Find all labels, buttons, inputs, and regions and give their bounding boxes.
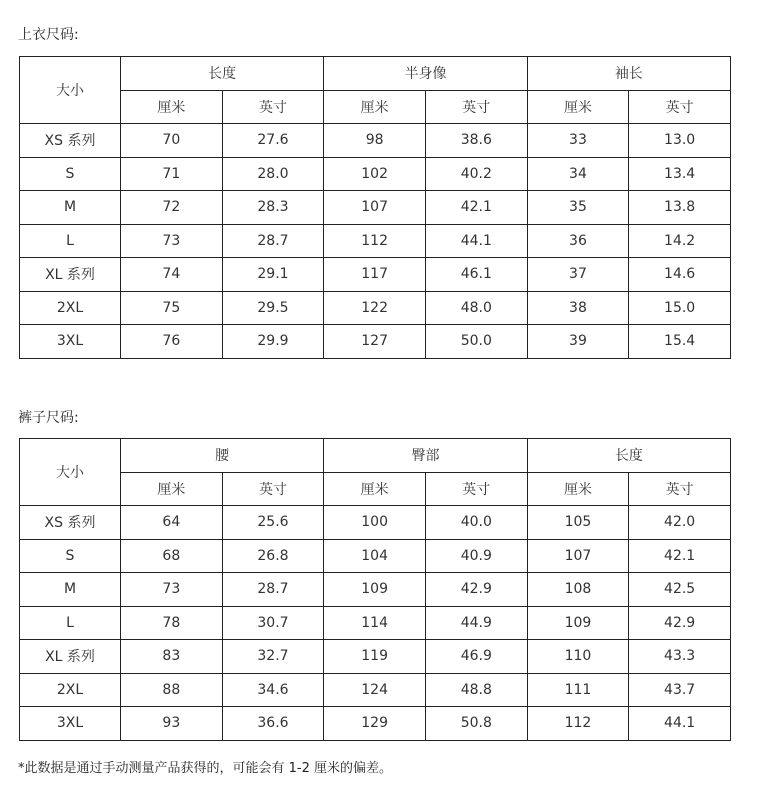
- table-cell: 107: [324, 191, 426, 225]
- table-group-header-row: [20, 57, 731, 91]
- table-cell: 40.9: [425, 539, 527, 573]
- table-cell: 43.7: [629, 673, 731, 707]
- table-cell: 40.2: [425, 157, 527, 191]
- table-cell: 42.9: [425, 573, 527, 607]
- table-cell: 33: [527, 124, 629, 158]
- table-cell: 122: [324, 291, 426, 325]
- size-label-cell: XS 系列: [20, 506, 121, 540]
- unit-header: 厘米: [121, 90, 223, 124]
- table-cell: 28.7: [222, 224, 324, 258]
- table-cell: 112: [324, 224, 426, 258]
- unit-header: 英寸: [222, 472, 324, 506]
- table-cell: 37: [527, 258, 629, 292]
- unit-header: 英寸: [629, 472, 731, 506]
- table-cell: 42.9: [629, 606, 731, 640]
- table-cell: 34.6: [222, 673, 324, 707]
- table-cell: 43.3: [629, 640, 731, 674]
- table-cell: 29.1: [222, 258, 324, 292]
- pants-size-table-body: [20, 506, 731, 741]
- unit-header: 英寸: [425, 90, 527, 124]
- size-label-cell: 3XL: [20, 707, 121, 741]
- table-cell: 28.3: [222, 191, 324, 225]
- table-cell: 112: [527, 707, 629, 741]
- table-cell: 73: [121, 224, 223, 258]
- group-header-bust: 半身像: [324, 57, 527, 91]
- unit-header: 英寸: [222, 90, 324, 124]
- pants-size-title: 裤子尺码:: [18, 410, 79, 426]
- size-column-header: 大小: [20, 57, 121, 124]
- table-cell: 105: [527, 506, 629, 540]
- table-cell: 75: [121, 291, 223, 325]
- table-cell: 42.1: [425, 191, 527, 225]
- table-cell: 127: [324, 325, 426, 359]
- table-cell: 68: [121, 539, 223, 573]
- table-cell: 14.2: [629, 224, 731, 258]
- table-cell: 32.7: [222, 640, 324, 674]
- unit-header: 厘米: [527, 472, 629, 506]
- table-cell: 46.1: [425, 258, 527, 292]
- table-cell: 110: [527, 640, 629, 674]
- table-cell: 64: [121, 506, 223, 540]
- group-header-length: 长度: [527, 439, 730, 473]
- table-cell: 48.0: [425, 291, 527, 325]
- table-cell: 26.8: [222, 539, 324, 573]
- table-cell: 44.9: [425, 606, 527, 640]
- table-cell: 50.8: [425, 707, 527, 741]
- table-cell: 15.0: [629, 291, 731, 325]
- table-cell: 111: [527, 673, 629, 707]
- table-row: [20, 640, 731, 674]
- unit-header: 英寸: [425, 472, 527, 506]
- table-cell: 15.4: [629, 325, 731, 359]
- unit-header: 厘米: [324, 472, 426, 506]
- table-cell: 44.1: [425, 224, 527, 258]
- table-cell: 83: [121, 640, 223, 674]
- table-cell: 71: [121, 157, 223, 191]
- unit-header: 厘米: [121, 472, 223, 506]
- table-unit-header-row: [20, 472, 731, 506]
- table-cell: 124: [324, 673, 426, 707]
- table-cell: 88: [121, 673, 223, 707]
- table-cell: 13.0: [629, 124, 731, 158]
- group-header-hip: 臀部: [324, 439, 527, 473]
- table-cell: 29.5: [222, 291, 324, 325]
- table-cell: 14.6: [629, 258, 731, 292]
- size-label-cell: M: [20, 573, 121, 607]
- size-label-cell: 2XL: [20, 673, 121, 707]
- group-header-sleeve: 袖长: [527, 57, 730, 91]
- table-cell: 30.7: [222, 606, 324, 640]
- table-cell: 36: [527, 224, 629, 258]
- table-row: [20, 191, 731, 225]
- table-group-header-row: [20, 439, 731, 473]
- table-cell: 74: [121, 258, 223, 292]
- table-row: [20, 325, 731, 359]
- table-cell: 35: [527, 191, 629, 225]
- table-cell: 25.6: [222, 506, 324, 540]
- table-cell: 40.0: [425, 506, 527, 540]
- table-cell: 107: [527, 539, 629, 573]
- table-cell: 119: [324, 640, 426, 674]
- table-cell: 114: [324, 606, 426, 640]
- table-cell: 70: [121, 124, 223, 158]
- table-cell: 28.7: [222, 573, 324, 607]
- size-label-cell: S: [20, 539, 121, 573]
- table-cell: 44.1: [629, 707, 731, 741]
- size-label-cell: XL 系列: [20, 640, 121, 674]
- table-cell: 50.0: [425, 325, 527, 359]
- table-cell: 13.8: [629, 191, 731, 225]
- table-cell: 42.0: [629, 506, 731, 540]
- table-cell: 72: [121, 191, 223, 225]
- table-cell: 34: [527, 157, 629, 191]
- top-size-title: 上衣尺码:: [18, 27, 79, 43]
- table-row: [20, 291, 731, 325]
- table-cell: 117: [324, 258, 426, 292]
- unit-header: 英寸: [629, 90, 731, 124]
- table-row: [20, 606, 731, 640]
- unit-header: 厘米: [324, 90, 426, 124]
- size-label-cell: L: [20, 606, 121, 640]
- table-cell: 29.9: [222, 325, 324, 359]
- table-cell: 28.0: [222, 157, 324, 191]
- table-row: [20, 124, 731, 158]
- table-cell: 76: [121, 325, 223, 359]
- table-cell: 104: [324, 539, 426, 573]
- table-cell: 93: [121, 707, 223, 741]
- measurement-note: *此数据是通过手动测量产品获得的，可能会有 1-2 厘米的偏差。: [18, 761, 392, 776]
- size-column-header: 大小: [20, 439, 121, 506]
- size-label-cell: M: [20, 191, 121, 225]
- table-cell: 109: [527, 606, 629, 640]
- table-cell: 98: [324, 124, 426, 158]
- table-cell: 109: [324, 573, 426, 607]
- table-row: [20, 506, 731, 540]
- group-header-length: 长度: [121, 57, 324, 91]
- table-cell: 102: [324, 157, 426, 191]
- table-row: [20, 707, 731, 741]
- table-row: [20, 157, 731, 191]
- table-cell: 78: [121, 606, 223, 640]
- table-unit-header-row: [20, 90, 731, 124]
- size-label-cell: 2XL: [20, 291, 121, 325]
- table-row: [20, 539, 731, 573]
- size-label-cell: L: [20, 224, 121, 258]
- table-cell: 13.4: [629, 157, 731, 191]
- table-cell: 38: [527, 291, 629, 325]
- table-cell: 39: [527, 325, 629, 359]
- table-row: [20, 573, 731, 607]
- top-size-table-body: [20, 124, 731, 359]
- table-cell: 48.8: [425, 673, 527, 707]
- table-row: [20, 224, 731, 258]
- table-cell: 42.1: [629, 539, 731, 573]
- table-cell: 42.5: [629, 573, 731, 607]
- table-cell: 129: [324, 707, 426, 741]
- table-cell: 108: [527, 573, 629, 607]
- top-size-table: [19, 56, 731, 359]
- size-label-cell: 3XL: [20, 325, 121, 359]
- table-cell: 73: [121, 573, 223, 607]
- pants-size-table: [19, 438, 731, 741]
- size-label-cell: XL 系列: [20, 258, 121, 292]
- table-cell: 46.9: [425, 640, 527, 674]
- table-row: [20, 258, 731, 292]
- table-cell: 38.6: [425, 124, 527, 158]
- size-label-cell: S: [20, 157, 121, 191]
- table-cell: 100: [324, 506, 426, 540]
- size-label-cell: XS 系列: [20, 124, 121, 158]
- table-row: [20, 673, 731, 707]
- unit-header: 厘米: [527, 90, 629, 124]
- table-cell: 27.6: [222, 124, 324, 158]
- table-cell: 36.6: [222, 707, 324, 741]
- group-header-waist: 腰: [121, 439, 324, 473]
